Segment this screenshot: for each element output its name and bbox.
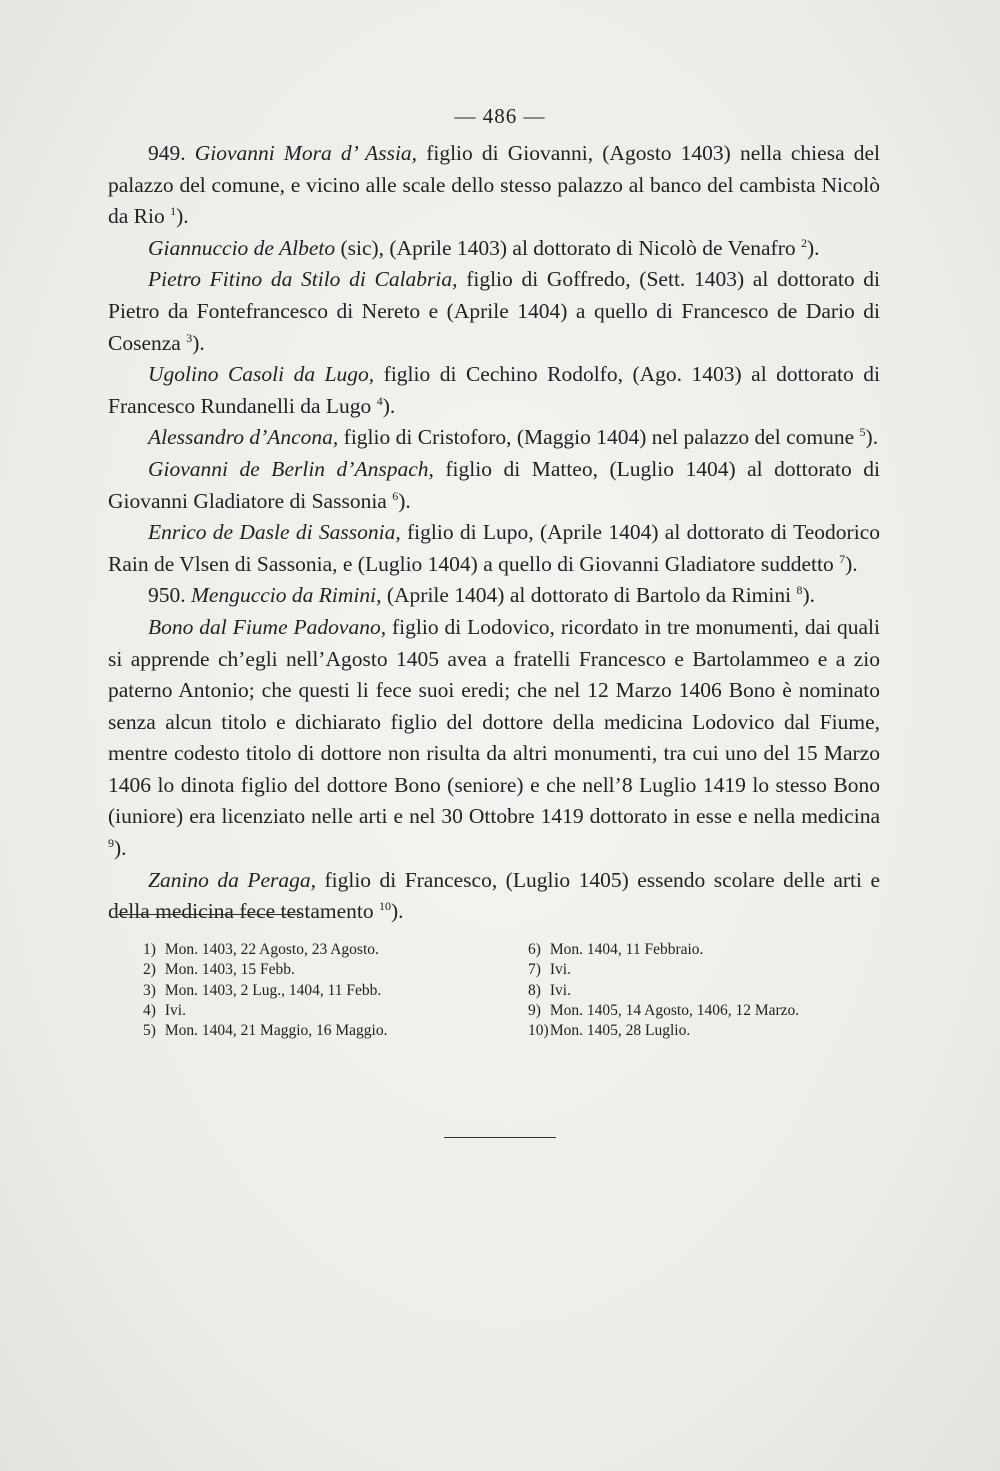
footnote-number: 10) bbox=[528, 1022, 549, 1040]
entry-text: figlio di Lodovico, ricordato in tre monumenti, dai quali si apprende ch’egli nell’Agosto 1405 avea a fratelli Francesco e Bartolammeo e a zio paterno Antonio; che questi li fece suoi eredi; che nel 12 Marzo 1406 Bono è nominato senza alcun titolo e dichiarato figlio del dottore della medicina Lodovico dal Fiume, mentre codesto titolo di dottore non risulta da altri monumenti, tra cui uno del 15 Marzo 1406 lo dinota figlio del dottore Bono (seniore) e che nell’8 Luglio 1419 lo stesso Bono (iuniore) era licenziato nelle arti e nel 30 Ottobre 1419 dottorato in esse e nella medicina bbox=[108, 614, 880, 829]
entry-text-end: ). bbox=[382, 393, 396, 418]
footnote-ref: 7 bbox=[839, 551, 846, 566]
person-name: Enrico de Dasle di Sassonia, bbox=[148, 520, 401, 545]
entry-text: (sic), (Aprile 1403) al dottorato di Nicolò de Venafro bbox=[335, 235, 801, 260]
footnote-ref: 1 bbox=[170, 204, 177, 219]
footnote-text: Mon. 1404, 21 Maggio, 16 Maggio. bbox=[164, 1022, 388, 1040]
entry-text: figlio di Cristoforo, (Maggio 1404) nel palazzo del comune bbox=[338, 425, 860, 450]
footnote-text: Mon. 1404, 11 Febbraio. bbox=[549, 941, 704, 958]
footnote-number: 1) bbox=[143, 941, 156, 958]
entry-text-end: ). bbox=[398, 488, 411, 513]
footnote bbox=[143, 1021, 473, 1041]
entry-number: 950. bbox=[148, 583, 191, 608]
entry-giannuccio bbox=[108, 233, 880, 265]
entry-enrico-de-dasle bbox=[108, 517, 880, 580]
footnote-ref: 8 bbox=[796, 583, 803, 598]
entry-949-giovanni-mora bbox=[108, 138, 880, 233]
footnote-number: 7) bbox=[528, 961, 541, 979]
entry-text-end: ). bbox=[845, 551, 858, 576]
person-name: Giannuccio de Albeto bbox=[148, 235, 336, 260]
entry-text-end: ). bbox=[802, 583, 816, 608]
person-name: Pietro Fitino da Stilo di Calabria, bbox=[148, 267, 458, 292]
footnote bbox=[143, 981, 473, 1001]
footnote-number: 2) bbox=[143, 961, 156, 979]
footnote-number: 4) bbox=[143, 1001, 156, 1019]
footnote-ref: 10 bbox=[379, 899, 392, 914]
footnotes-right-column bbox=[528, 940, 888, 1041]
person-name: Zanino da Peraga, bbox=[148, 867, 317, 892]
entry-giovanni-de-berlin bbox=[108, 454, 880, 517]
entry-ugolino-casoli bbox=[108, 359, 880, 422]
footnote-divider bbox=[118, 914, 300, 915]
footnote-number: 6) bbox=[528, 941, 541, 958]
person-name: Bono dal Fiume Padovano, bbox=[148, 614, 387, 639]
footnote-text: Mon. 1403, 15 Febb. bbox=[164, 961, 295, 979]
entry-text-end: ). bbox=[192, 330, 205, 355]
footnote-number: 9) bbox=[528, 1001, 541, 1019]
entry-text: figlio di Cechino Rodolfo, (Ago. 1403) al dottorato di Francesco Rundanelli da Lugo bbox=[108, 362, 880, 418]
footnote bbox=[528, 981, 888, 1001]
entry-text-end: ). bbox=[391, 899, 404, 924]
footnote-text: Mon. 1403, 2 Lug., 1404, 11 Febb. bbox=[164, 981, 382, 999]
person-name: Alessandro d’Ancona, bbox=[148, 425, 339, 450]
entry-bono-dal-fiume bbox=[108, 612, 880, 865]
entry-pietro-fitino bbox=[108, 264, 880, 359]
entry-950-menguccio bbox=[108, 580, 880, 612]
footnote bbox=[528, 960, 888, 980]
entry-text: figlio di Lupo, (Aprile 1404) al dottorato di Teodorico Rain de Vlsen di Sassonia, e (Luglio 1404) a quello di Giovanni Gladiatore suddetto bbox=[108, 520, 880, 576]
entry-text: figlio di Giovanni, (Agosto 1403) nella chiesa del palazzo del comune, e vicino alle scale dello stesso palazzo al banco del cambista Nicolò da Rio bbox=[108, 141, 881, 229]
main-text bbox=[108, 138, 880, 928]
footnote-ref: 2 bbox=[801, 235, 807, 250]
footnote-text: Mon. 1405, 28 Luglio. bbox=[549, 1022, 691, 1040]
footnote bbox=[143, 960, 473, 980]
footnote-number: 5) bbox=[143, 1022, 156, 1040]
footnote-number: 8) bbox=[528, 981, 541, 999]
footnote-text: Mon. 1403, 22 Agosto, 23 Agosto. bbox=[164, 941, 379, 958]
footnote bbox=[143, 1001, 473, 1021]
entry-number: 949. bbox=[148, 141, 195, 165]
entry-text: figlio di Matteo, (Luglio 1404) al dottorato di Giovanni Gladiatore di Sassonia bbox=[108, 456, 880, 513]
footnote bbox=[528, 940, 888, 960]
entry-zanino-da-peraga bbox=[108, 865, 880, 928]
entry-text: (Aprile 1404) al dottorato di Bartolo da Rimini bbox=[381, 583, 797, 608]
footnote bbox=[143, 940, 473, 960]
entry-text: figlio di Goffredo, (Sett. 1403) al dottorato di Pietro da Fontefrancesco di Nereto e (Aprile 1404) a quello di Francesco de Dario di Cosenza bbox=[108, 267, 880, 355]
footnote bbox=[528, 1021, 888, 1041]
footnote bbox=[528, 1001, 888, 1021]
person-name: Ugolino Casoli da Lugo, bbox=[148, 362, 375, 387]
footnote-text: Ivi. bbox=[549, 961, 571, 979]
end-divider bbox=[444, 1137, 556, 1138]
footnote-ref: 4 bbox=[376, 393, 383, 408]
footnote-ref: 5 bbox=[859, 425, 866, 440]
person-name: Giovanni Mora d’ Assia, bbox=[194, 141, 418, 165]
footnote-ref: 6 bbox=[392, 488, 399, 503]
entry-text: figlio di Francesco, (Luglio 1405) essendo scolare delle arti e della medicina fece testamento bbox=[108, 867, 880, 924]
entry-alessandro bbox=[108, 422, 880, 454]
footnote-text: Ivi. bbox=[549, 981, 571, 999]
entry-text-end: ). bbox=[865, 425, 879, 450]
footnote-ref: 9 bbox=[108, 836, 114, 851]
footnote-ref: 3 bbox=[186, 330, 193, 345]
footnotes-left-column bbox=[143, 940, 473, 1041]
footnote-text: Mon. 1405, 14 Agosto, 1406, 12 Marzo. bbox=[549, 1001, 800, 1019]
footnote-number: 3) bbox=[143, 981, 156, 999]
entry-text-end: ). bbox=[114, 836, 127, 861]
page-number: — 486 — bbox=[454, 104, 546, 128]
entry-text-end: ). bbox=[807, 235, 820, 260]
entry-text-end: ). bbox=[176, 204, 189, 229]
footnote-text: Ivi. bbox=[164, 1001, 186, 1019]
person-name: Menguccio da Rimini, bbox=[191, 583, 382, 608]
person-name: Giovanni de Berlin d’Anspach, bbox=[148, 456, 434, 481]
